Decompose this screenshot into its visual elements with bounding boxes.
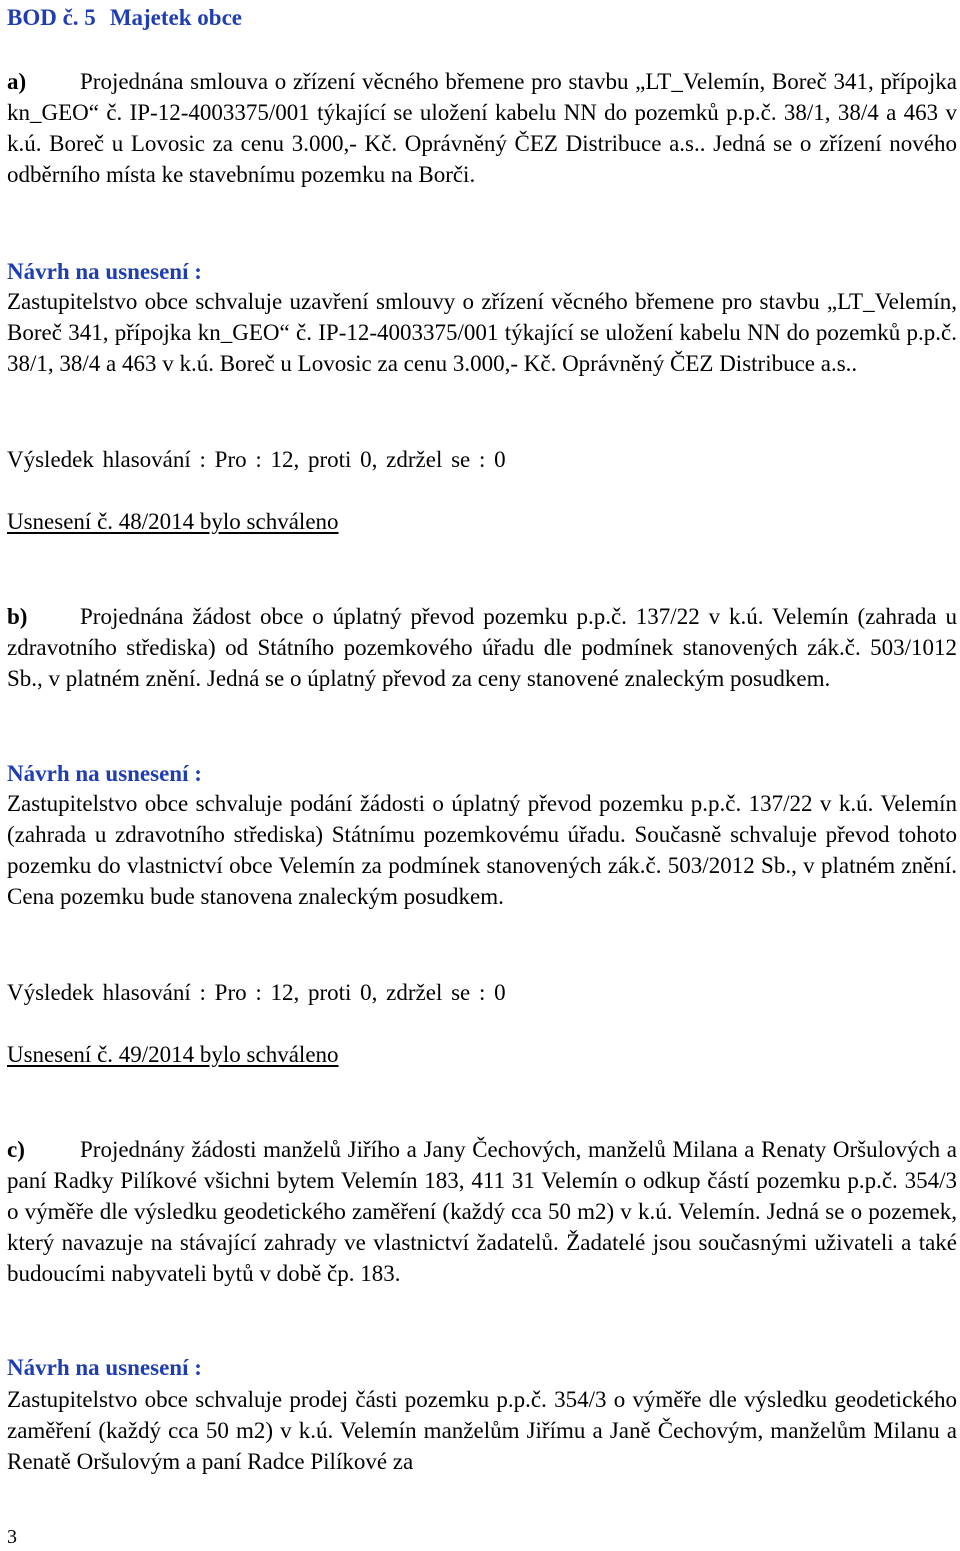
item-b-vote-result: Výsledek hlasování : Pro : 12, proti 0, zdržel se : 0 [7,980,506,1005]
item-a-resolution: Usnesení č. 48/2014 bylo schváleno [7,509,339,534]
agenda-item-number: BOD č. 5 [7,5,96,30]
item-a-proposal-text: Zastupitelstvo obce schvaluje uzavření smlouvy o zřízení věcného břemene pro stavbu „LT_Velemín, Boreč 341, přípojka kn_GEO“ č. IP-12-4003375/001 týkající se uložení kabelu NN do pozemků p.p.č. 38/1, 38/4 a 463 v k.ú. Boreč u Lovosic za cenu 3.000,- Kč. Oprávněný ČEZ Distribuce a.s.. [7,289,957,376]
item-b-description [7,601,957,694]
section-heading [7,4,242,32]
item-b-proposal-text: Zastupitelstvo obce schvaluje podání žádosti o úplatný převod pozemku p.p.č. 137/22 v k.ú. Velemín (zahrada u zdravotního střediska) Státnímu pozemkovému úřadu. Současně schvaluje převod tohoto pozemku do vlastnictví obce Velemín za podmínek stanovených zák.č. 503/2012 Sb., v platném znění. Cena pozemku bude stanovena znaleckým posudkem. [7,791,957,909]
item-b-text: Projednána žádost obce o úplatný převod pozemku p.p.č. 137/22 v k.ú. Velemín (zahrada u zdravotního střediska) od Státního pozemkového úřadu dle podmínek stanovených zák.č. 503/1012 Sb., v platném znění. Jedná se o úplatný převod za ceny stanovené znaleckým posudkem. [7,604,957,691]
item-a-vote-result: Výsledek hlasování : Pro : 12, proti 0, zdržel se : 0 [7,447,506,472]
item-c-text: Projednány žádosti manželů Jiřího a Jany Čechových, manželů Milana a Renaty Oršulových a paní Radky Pilíkové všichni bytem Velemín 183, 411 31 Velemín o odkup částí pozemku p.p.č. 354/3 o výměře dle výsledku geodetického zaměření (každý cca 50 m2) v k.ú. Velemín. Jedná se o pozemek, který navazuje na stávající zahrady ve vlastnictví žadatelů. Žadatelé jsou současnými uživateli a také budoucími nabyvateli bytů v době čp. 183. [7,1137,957,1286]
item-a-letter: a) [7,69,27,94]
item-c-description [7,1134,957,1289]
item-b-letter: b) [7,604,28,629]
item-c-proposal-text: Zastupitelstvo obce schvaluje prodej části pozemku p.p.č. 354/3 o výměře dle výsledku geodetického zaměření (každý cca 50 m2) v k.ú. Velemín manželům Jiřímu a Janě Čechovým, manželům Milanu a Renatě Oršulovým a paní Radce Pilíkové za [7,1387,957,1474]
item-a-description [7,66,957,190]
page-number: 3 [7,1526,17,1548]
agenda-item-title: Majetek obce [109,5,243,30]
item-a-proposal-label: Návrh na usnesení : [7,259,202,284]
item-b-resolution: Usnesení č. 49/2014 bylo schváleno [7,1042,339,1067]
item-c-proposal-label: Návrh na usnesení : [7,1355,202,1380]
item-c-letter: c) [7,1137,25,1162]
item-b-proposal-label: Návrh na usnesení : [7,761,202,786]
item-a-text: Projednána smlouva o zřízení věcného břemene pro stavbu „LT_Velemín, Boreč 341, přípojka kn_GEO“ č. IP-12-4003375/001 týkající se uložení kabelu NN do pozemků p.p.č. 38/1, 38/4 a 463 v k.ú. Boreč u Lovosic za cenu 3.000,- Kč. Oprávněný ČEZ Distribuce a.s.. Jedná se o zřízení nového odběrního místa ke stavebnímu pozemku na Borči. [7,69,957,187]
